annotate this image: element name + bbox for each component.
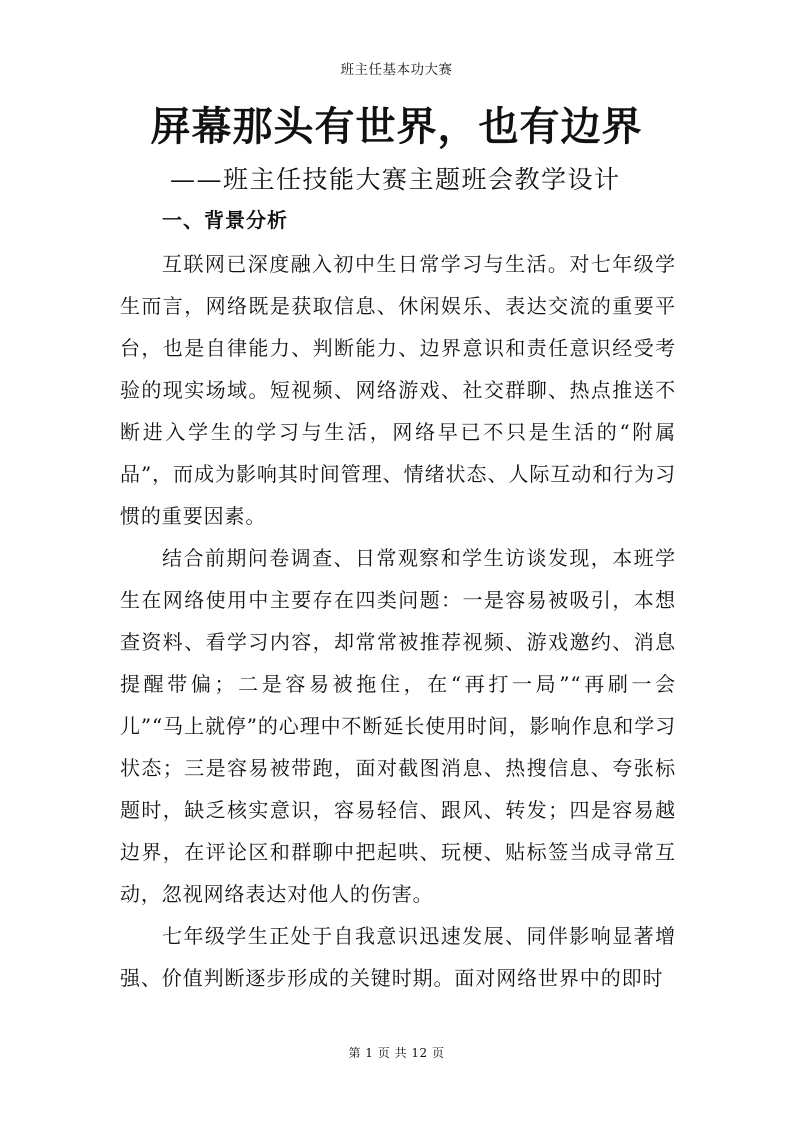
paragraph: 结合前期问卷调查、日常观察和学生访谈发现，本班学生在网络使用中主要存在四类问题：一是容易被吸引，本想查资料、看学习内容，却常常被推荐视频、游戏邀约、消息提醒带偏；二是容易被拖住，在“再打一局”“再刷一会儿”“马上就停”的心理中不断延长使用时间，影响作息和学习状态；三是容易被带跑，面对截图消息、热搜信息、夸张标题时，缺乏核实意识，容易轻信、跟风、转发；四是容易越边界，在评论区和群聊中把起哄、玩梗、贴标签当成寻常互动，忽视网络表达对他人的伤害。 [120,546,676,906]
paragraph: 互联网已深度融入初中生日常学习与生活。对七年级学生而言，网络既是获取信息、休闲娱乐、表达交流的重要平台，也是自律能力、判断能力、边界意识和责任意识经受考验的现实场域。短视频、网络游戏、社交群聊、热点推送不断进入学生的学习与生活，网络早已不只是生活的“附属品”，而成为影响其时间管理、情绪状态、人际互动和行为习惯的重要因素。 [120,252,676,528]
document-subtitle: ——班主任技能大赛主题班会教学设计 [170,165,621,194]
paragraph: 七年级学生正处于自我意识迅速发展、同伴影响显著增强、价值判断逐步形成的关键时期。面对网络世界中的即时 [120,924,676,990]
section-heading: 一、背景分析 [162,208,288,232]
page-header: 班主任基本功大赛 [340,62,453,78]
footer-middle: 页 共 [377,1046,408,1060]
total-pages-number: 12 [411,1046,428,1060]
document-title: 屏幕那头有世界，也有边界 [150,103,643,150]
footer-suffix: 页 [432,1046,445,1060]
body-text [120,243,676,999]
page-footer [0,1044,793,1061]
footer-prefix: 第 [348,1046,361,1060]
current-page-number: 1 [365,1046,374,1060]
